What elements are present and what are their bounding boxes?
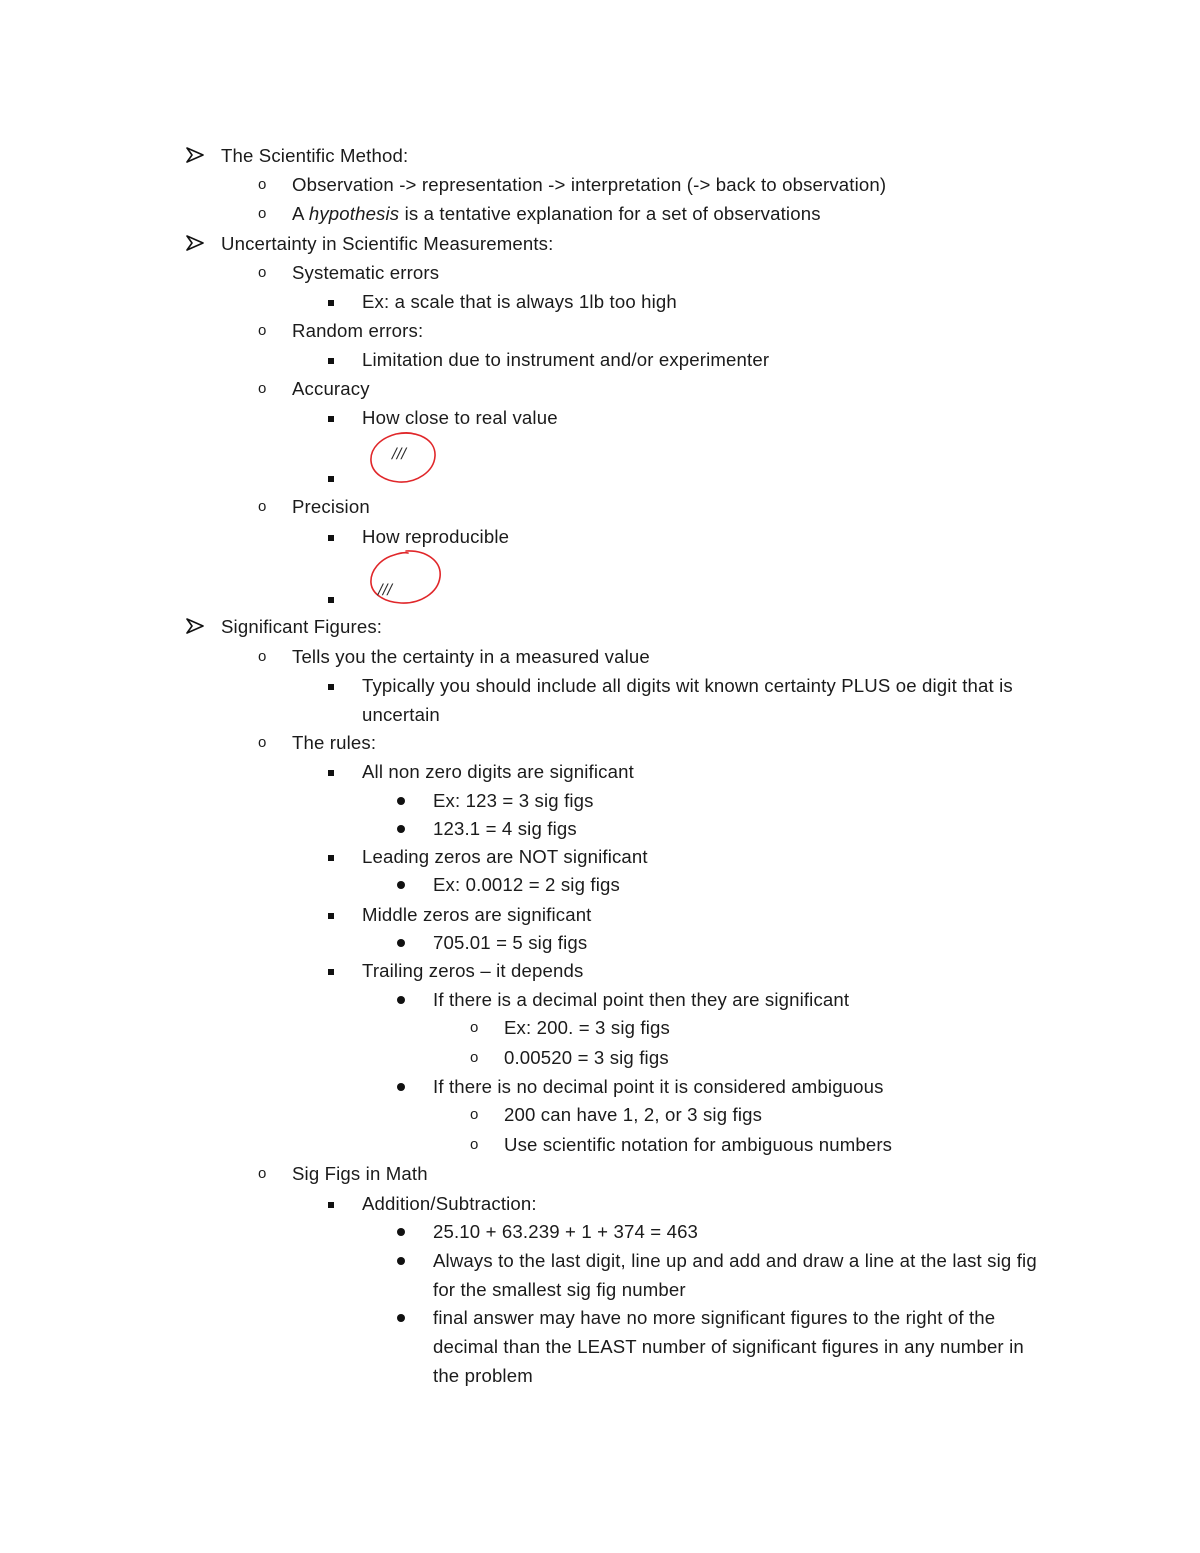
list-item-text: Random errors:	[292, 320, 424, 341]
list-item-text: final answer may have no more significant figures to the right of the decimal than the LEAST number of significant figures in any number in the problem	[433, 1307, 1024, 1386]
list-item-text: Tells you the certainty in a measured value	[292, 646, 650, 667]
circle-bullet-icon: o	[258, 498, 267, 515]
list-item-text: Leading zeros are NOT significant	[362, 846, 648, 867]
list-item-text: Addition/Subtraction:	[362, 1193, 537, 1214]
list-item-text: If there is a decimal point then they are significant	[433, 989, 850, 1010]
list-item-text: Observation -> representation -> interpretation (-> back to observation)	[292, 174, 887, 195]
list-item-text: Ex: a scale that is always 1lb too high	[362, 291, 677, 312]
dot-bullet-icon	[397, 985, 405, 1014]
annotation-mark: ///	[392, 446, 407, 462]
arrow-bullet-icon	[186, 141, 204, 163]
circle-bullet-icon: o	[258, 205, 267, 222]
circle-bullet-icon: o	[258, 322, 267, 339]
list-item-text: A hypothesis is a tentative explanation for a set of observations	[292, 203, 821, 224]
circle-bullet-icon: o	[258, 1165, 267, 1182]
red-ink-circle-annotation	[366, 547, 446, 607]
list-item-text: Limitation due to instrument and/or experimenter	[362, 349, 770, 370]
circle-bullet-icon: o	[258, 176, 267, 193]
circle-bullet-icon: o	[258, 264, 267, 281]
dot-bullet-icon	[397, 1246, 405, 1275]
annotation-mark: ///	[378, 582, 393, 598]
square-bullet-icon	[328, 522, 334, 551]
circle-bullet-icon: o	[470, 1019, 479, 1036]
list-item-text: 123.1 = 4 sig figs	[433, 818, 577, 839]
square-bullet-icon	[328, 287, 334, 316]
list-item-text: 705.01 = 5 sig figs	[433, 932, 588, 953]
list-item-text: Ex: 200. = 3 sig figs	[504, 1017, 670, 1038]
list-item-text: Sig Figs in Math	[292, 1163, 428, 1184]
dot-bullet-icon	[397, 814, 405, 843]
list-item-text: Use scientific notation for ambiguous numbers	[504, 1134, 893, 1155]
list-item-text: How close to real value	[362, 407, 558, 428]
list-item-text: Always to the last digit, line up and add and draw a line at the last sig fig for the smallest sig fig number	[433, 1250, 1037, 1300]
list-item-text: How reproducible	[362, 526, 510, 547]
list-item-text: Trailing zeros – it depends	[362, 960, 584, 981]
list-item-text: 25.10 + 63.239 + 1 + 374 = 463	[433, 1221, 699, 1242]
list-item-text: The rules:	[292, 732, 377, 753]
square-bullet-icon	[328, 757, 334, 786]
list-item-text: Accuracy	[292, 378, 370, 399]
dot-bullet-icon	[397, 786, 405, 815]
circle-bullet-icon: o	[470, 1106, 479, 1123]
square-bullet-icon	[328, 842, 334, 871]
circle-bullet-icon: o	[470, 1136, 479, 1153]
section-title: Uncertainty in Scientific Measurements:	[221, 233, 554, 254]
dot-bullet-icon	[397, 870, 405, 899]
square-bullet-icon	[328, 900, 334, 929]
dot-bullet-icon	[397, 1072, 405, 1101]
list-item-text: If there is no decimal point it is considered ambiguous	[433, 1076, 884, 1097]
square-bullet-icon	[328, 403, 334, 432]
section-title: The Scientific Method:	[221, 145, 409, 166]
dot-bullet-icon	[397, 928, 405, 957]
list-item-text: All non zero digits are significant	[362, 761, 634, 782]
square-bullet-icon	[328, 584, 334, 613]
list-item-text: Typically you should include all digits wit known certainty PLUS oe digit that is uncertain	[362, 675, 1013, 725]
circle-bullet-icon: o	[258, 734, 267, 751]
list-item-text: Ex: 123 = 3 sig figs	[433, 790, 594, 811]
square-bullet-icon	[328, 463, 334, 492]
square-bullet-icon	[328, 671, 334, 700]
circle-bullet-icon: o	[258, 648, 267, 665]
square-bullet-icon	[328, 956, 334, 985]
dot-bullet-icon	[397, 1217, 405, 1246]
list-item-text: Systematic errors	[292, 262, 440, 283]
circle-bullet-icon: o	[470, 1049, 479, 1066]
red-ink-circle-annotation	[366, 428, 440, 486]
arrow-bullet-icon	[186, 229, 204, 251]
list-item-text: 0.00520 = 3 sig figs	[504, 1047, 669, 1068]
list-item-text: Precision	[292, 496, 370, 517]
square-bullet-icon	[328, 1189, 334, 1218]
arrow-bullet-icon	[186, 612, 204, 634]
list-item-text: Ex: 0.0012 = 2 sig figs	[433, 874, 620, 895]
list-item-text: Middle zeros are significant	[362, 904, 592, 925]
square-bullet-icon	[328, 345, 334, 374]
section-title: Significant Figures:	[221, 616, 383, 637]
circle-bullet-icon: o	[258, 380, 267, 397]
list-item-text: 200 can have 1, 2, or 3 sig figs	[504, 1104, 763, 1125]
dot-bullet-icon	[397, 1303, 405, 1332]
